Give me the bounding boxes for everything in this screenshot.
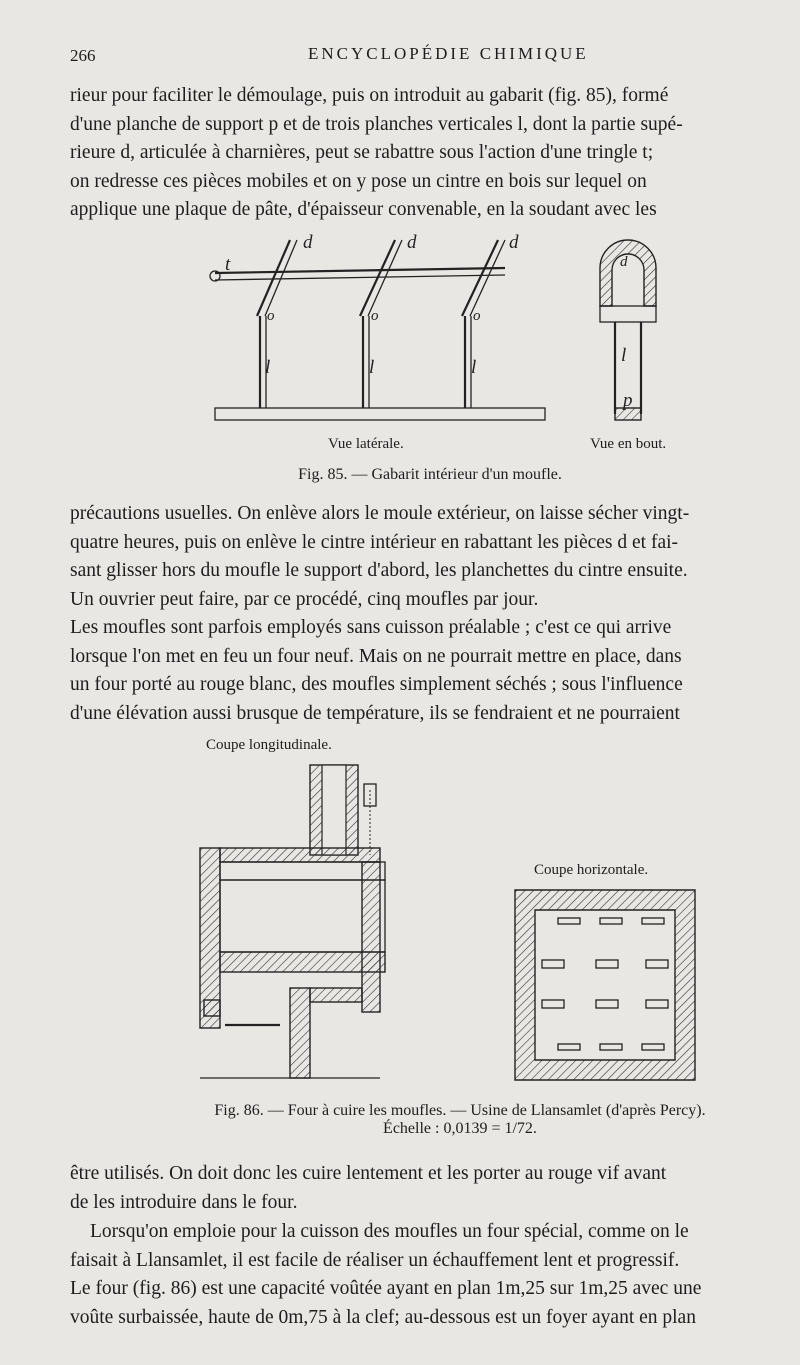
figure-86-scale: Échelle : 0,0139 = 1/72. <box>383 1120 537 1137</box>
label-t: t <box>225 254 231 275</box>
text-line: sant glisser hors du moufle le support d'abord, les planchettes du cintre ensuite. <box>70 560 688 581</box>
text-line: on redresse ces pièces mobiles et on y pose un cintre en bois sur lequel on <box>70 170 647 192</box>
label-d: d <box>620 254 628 270</box>
running-title: ENCYCLOPÉDIE CHIMIQUE <box>308 44 589 63</box>
text-line: voûte surbaissée, haute de 0m,75 à la clef; au-dessous est un foyer ayant en plan <box>70 1306 696 1328</box>
label-d: d <box>303 232 313 253</box>
end-view-label: Vue en bout. <box>590 436 667 452</box>
text-line: d'une planche de support p et de trois planches verticales l, dont la partie supé- <box>70 113 683 135</box>
horizontal-section <box>515 890 695 1080</box>
text-line: Un ouvrier peut faire, par ce procédé, cinq moufles par jour. <box>70 588 539 610</box>
label-o: o <box>473 308 481 324</box>
text-line: d'une élévation aussi brusque de température, ils se fendraient et ne pourraient <box>70 702 680 724</box>
text-line: applique une plaque de pâte, d'épaisseur convenable, en la soudant avec les <box>70 199 657 220</box>
text-line: rieure d, articulée à charnières, peut se rabattre sous l'action d'une tringle t; <box>70 142 654 163</box>
text-line: Le four (fig. 86) est une capacité voûtée ayant en plan 1m,25 sur 1m,25 avec une <box>70 1278 702 1299</box>
figure-85-caption: Fig. 85. — Gabarit intérieur d'un moufle. <box>298 466 562 483</box>
paragraph-5 <box>70 1218 784 1332</box>
rod-t <box>215 268 505 273</box>
text-line: quatre heures, puis on enlève le cintre intérieur en rabattant les pièces d et fai- <box>70 531 679 553</box>
label-p: p <box>623 390 633 411</box>
text-line: rieur pour faciliter le démoulage, puis on introduit au gabarit (fig. 85), formé <box>70 85 669 106</box>
text-line: faisait à Llansamlet, il est facile de réaliser un échauffement lent et progressif. <box>70 1249 680 1271</box>
label-o: o <box>371 308 379 324</box>
label-l: l <box>471 357 477 378</box>
figure-86-drawing <box>180 760 710 1095</box>
figure-86-caption <box>150 1102 770 1138</box>
text-line: être utilisés. On doit donc les cuire lentement et les porter au rouge vif avant <box>70 1163 667 1184</box>
longitudinal-section-label: Coupe longitudinale. <box>206 737 332 753</box>
text-line: lorsque l'on met en feu un four neuf. Mais on ne pourrait mettre en place, dans <box>70 645 682 667</box>
end-view <box>600 240 656 420</box>
paragraph-2 <box>70 500 784 614</box>
label-d: d <box>407 232 417 253</box>
text-line: un four porté au rouge blanc, des moufles simplement séchés ; sous l'influence <box>70 674 683 695</box>
paragraph-4 <box>70 1160 784 1217</box>
figure-85-drawing <box>195 228 705 438</box>
label-l: l <box>265 357 271 378</box>
label-l: l <box>621 345 627 366</box>
figure-86-caption-line: Fig. 86. — Four à cuire les moufles. — Usine de Llansamlet (d'après Percy). <box>214 1102 706 1119</box>
text-line: précautions usuelles. On enlève alors le moule extérieur, on laisse sécher vingt- <box>70 503 690 524</box>
label-o: o <box>267 308 275 324</box>
text-line: Lorsqu'on emploie pour la cuisson des moufles un four spécial, comme on le <box>90 1221 689 1242</box>
text-line: de les introduire dans le four. <box>70 1191 298 1213</box>
support-plank <box>215 408 545 420</box>
label-l: l <box>369 357 375 378</box>
page-header <box>70 40 770 68</box>
page-number: 266 <box>70 46 96 65</box>
text-line: Les moufles sont parfois employés sans cuisson préalable ; c'est ce qui arrive <box>70 617 672 638</box>
side-view-label: Vue latérale. <box>328 436 404 452</box>
paragraph-3 <box>70 614 784 728</box>
label-d: d <box>509 232 519 253</box>
longitudinal-section <box>200 765 385 1078</box>
paragraph-1 <box>70 82 784 225</box>
side-view <box>210 232 545 420</box>
horizontal-section-label: Coupe horizontale. <box>534 862 649 878</box>
